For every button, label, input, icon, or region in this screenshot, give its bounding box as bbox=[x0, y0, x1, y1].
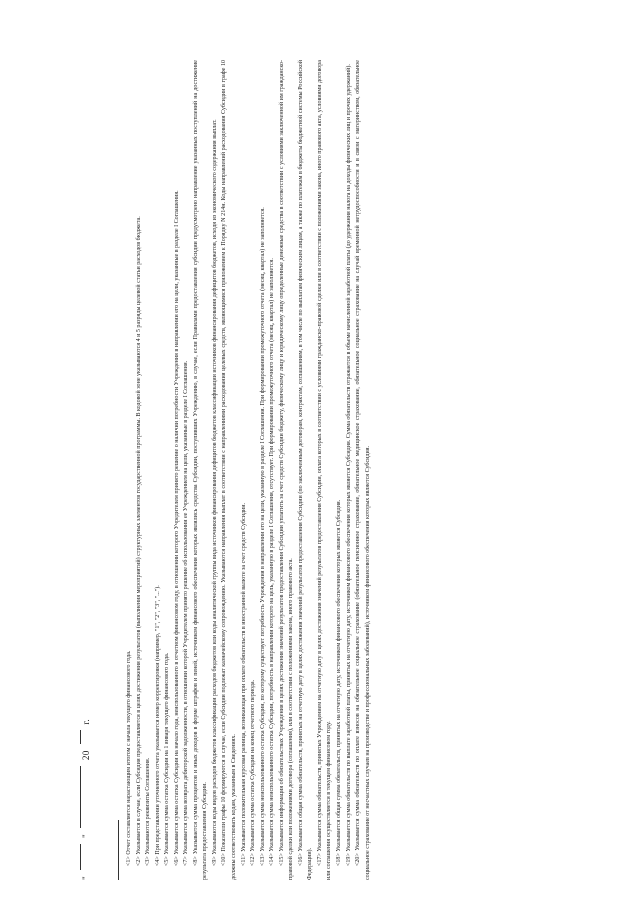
footnote-20: <20> Указывается сумма обязательств по оплате взносов на обязательное социальное страхование (обязательное пенсионное страхование, обязательное медицинское страхование, обязательное социальное страхование на случай временной нетрудоспособности и в связи с материнством, обязательное социальное страхование от несчастных случаев на производстве и профессиональных заболеваний), источником финансового обеспечения которых является Субсидия. bbox=[355, 60, 371, 880]
footnote-10: <10> Показатели графы 10 формируются в случае, если Субсидии подлежат казначейскому сопровождению. Указываются направления выплат в соответствии с направлениями расходования целевых средств, являющимися приложением к Порядку N 214н. Коды направлений расходования Субсидии в графе 10 должны соответствовать кодам, указанным в Сведениях. bbox=[221, 60, 238, 880]
footnote-1: <1> Отчет составляется нарастающим итогом с начала текущего финансового года. bbox=[126, 650, 132, 866]
year-suffix: г. bbox=[81, 719, 91, 725]
footnote-2: <2> Указывается в случае, если Субсидия предоставляется в целях достижения результатов (выполнения мероприятий) структурных элементов государственной программы. В кодовой зоне указываются 4 и 5 разряды целевой статьи расходов бюджета. bbox=[135, 216, 142, 866]
footnote-13: <13> Указывается сумма неиспользованного остатка Субсидии, по которому существует потребность Учреждения в направлении его на цели, указанную в разделе I Соглашения. При формировании промежуточного отчета (месяц, квартал) не заполняется. bbox=[259, 207, 266, 866]
signature-date-line bbox=[80, 60, 116, 880]
date-quote-close: " bbox=[81, 834, 91, 839]
footnote-6: <6> Указывается сумма остатка Субсидии на начало года, неиспользованного в отчетном финансовом году, в отношении которого Учредителем принято решение о наличии потребности Учреждения в направлении его на цели, указанные в разделе I Соглашения. bbox=[173, 190, 180, 866]
footnote-16: <16> Указывается общая сумма обязательств, принятых на отчетную дату в целях достижения значений результатов предоставления Субсидии (по заключенным договорам, контрактам, соглашениям, в том числе по выплатам физическим лицам, а также по платежам в бюджеты бюджетной системы Российской Федерации). bbox=[297, 60, 314, 880]
footnote-9: <9> Указываются коды видов расходов бюджетов классификации расходов бюджетов или коды аналитической группы вида источников финансирования дефицитов бюджетов классификации источников финансирования дефицитов бюджетов, исходя из экономического содержания выплат. bbox=[211, 119, 218, 866]
footnote-18: <18> Указывается общая сумма обязательств, принятых на отчетную дату, источником финансового обеспечения которых является Субсидия. bbox=[336, 499, 343, 866]
month-blank bbox=[80, 766, 81, 828]
year-prefix: 20 bbox=[81, 750, 91, 761]
day-blank bbox=[80, 844, 81, 870]
footnote-12: <12> Указывается сумма остатка Субсидии на конец отчетного периода. bbox=[250, 679, 257, 866]
footnote-11: <11> Указывается положительная курсовая разница, возникающая при оплате обязательств в иностранной валюте за счет средств Субсидии. bbox=[240, 502, 247, 866]
footnote-14: <14> Указывается сумма неиспользованного остатка Субсидии, потребность в направлении которого на цель, указанную в разделе I Соглашения, отсутствует. При формировании промежуточного отчета (месяц, квартал) не заполняется. bbox=[269, 258, 276, 866]
footnote-15: <15> Указывается информация об обязательствах Учреждения в целях достижения значений результатов предоставления Субсидии уплатить за счет средств Субсидии бюджету, физическому лицу и юридическому лицу определенные денежные средства в соответствии с условиями заключенной им гражданско-правовой сделки или положениями договора (соглашения), или в соответствии с положениями закона, иного правового акта. bbox=[278, 60, 295, 880]
year-blank bbox=[80, 731, 81, 745]
footnote-19: <19> Указывается сумма обязательств по выплате заработной платы, принятых на отчетную дату, источником финансового обеспечения которых является Субсидия. Сумма обязательств отражается в объеме начисленной заработной платы (до удержания налога на доходы физических лиц и прочих удержаний). bbox=[345, 64, 352, 866]
date-quote-open: " bbox=[81, 876, 91, 880]
footnote-separator bbox=[118, 820, 119, 880]
footnotes bbox=[125, 60, 373, 880]
footnote-17: <17> Указывается сумма обязательств, принятых Учреждением на отчетную дату в целях достижения значений результатов предоставления Субсидии, оплата которых в соответствии с условиями гражданско-правовой сделки или в соответствии с положениями закона, иного правового акта, условиями договора или соглашения осуществляется в текущем финансовом году. bbox=[316, 60, 333, 880]
rotated-content bbox=[80, 60, 610, 880]
footnote-7: <7> Указывается сумма возврата дебиторской задолженности, в отношении которой Учредителем принято решение об использовании ее Учреждением на цели, указанные в разделе I Соглашения. bbox=[183, 360, 190, 866]
footnote-4: <4> При представлении уточненного отчета указывается номер корректировки (например, "1", "2", "3", "..."). bbox=[154, 585, 161, 866]
footnote-3: <3> Указываются реквизиты Соглашения. bbox=[145, 757, 152, 866]
footnote-5: <5> Указывается сумма остатка Субсидии на 1 января текущего финансового года. bbox=[164, 652, 171, 866]
footnote-8: <8> Указывается сумма процентов и иных доходов в форме штрафов и пеней, источником финансового обеспечения которых являлись средства Субсидии, поступивших Учреждению, в случае, если Правилами предоставления субсидии предусмотрено направление указанных поступлений на достижение результата предоставления Субсидии. bbox=[192, 60, 209, 880]
